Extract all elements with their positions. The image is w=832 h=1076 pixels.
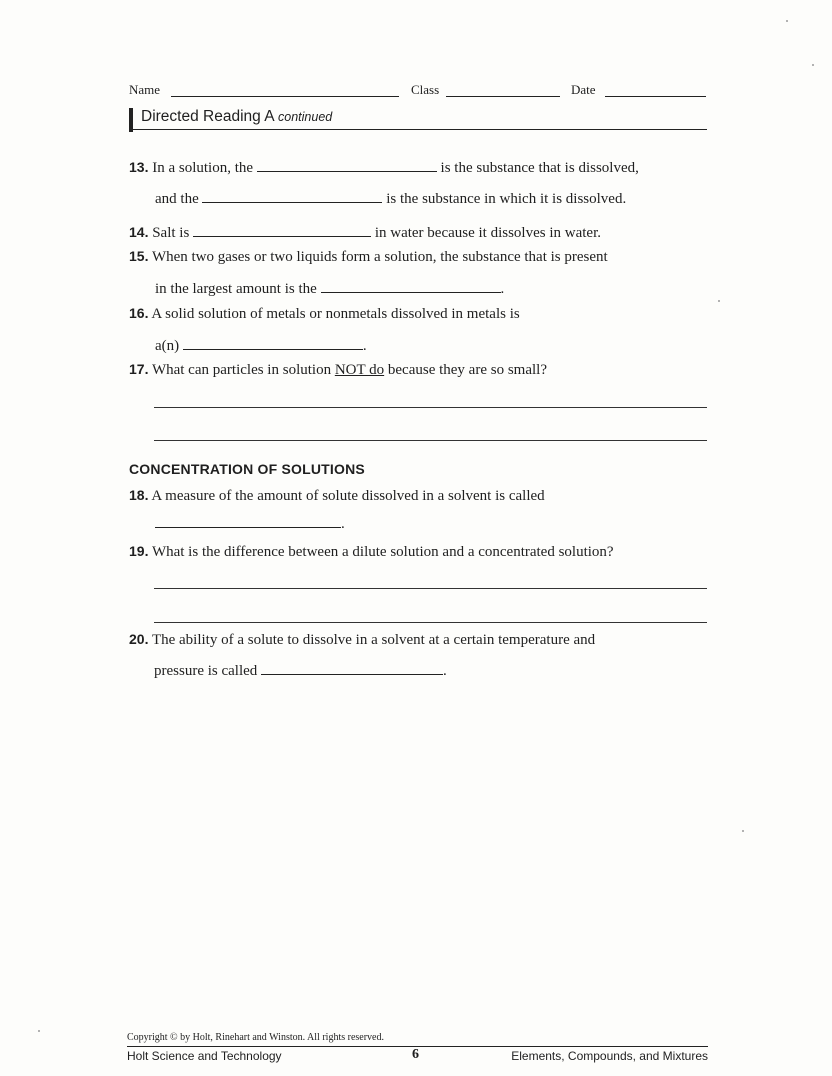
question-number: 13. (129, 159, 149, 175)
question-text: . (362, 338, 367, 354)
page-number: 6 (412, 1047, 419, 1062)
section-rule (129, 129, 707, 130)
question-text: . (500, 281, 505, 297)
name-label: Name (129, 82, 161, 97)
scan-speck (786, 20, 788, 22)
q13-answer-blank-1[interactable] (257, 171, 437, 172)
question-text: What is the difference between a dilute solution and a concentrated solution? (151, 544, 614, 560)
question-19 (129, 542, 614, 561)
question-17 (129, 360, 547, 379)
q18-answer-blank[interactable] (155, 527, 341, 528)
scan-speck (742, 830, 744, 832)
q20-answer-blank[interactable] (261, 674, 443, 675)
question-text: The ability of a solute to dissolve in a solvent at a certain temperature and (151, 632, 596, 648)
question-text: in the largest amount is the (155, 281, 317, 297)
question-text: is the substance that is dissolved, (440, 160, 639, 176)
q17-answer-line-2[interactable] (154, 440, 707, 441)
question-text: pressure is called (154, 663, 258, 679)
section-heading-concentration: CONCENTRATION OF SOLUTIONS (129, 461, 365, 477)
question-15-line1 (129, 247, 608, 266)
q13-answer-blank-2[interactable] (202, 202, 382, 203)
question-text: . (341, 516, 345, 532)
question-15-line2 (155, 280, 504, 298)
class-field[interactable] (446, 96, 560, 97)
question-number: 19. (129, 543, 149, 559)
question-number: 16. (129, 305, 149, 321)
question-number: 15. (129, 248, 149, 264)
question-text: What can particles in solution (151, 362, 332, 378)
date-label: Date (571, 82, 596, 97)
question-text-underlined: NOT do (334, 362, 385, 378)
question-13-line1 (129, 158, 639, 177)
question-text: and the (155, 191, 199, 207)
question-16-line1 (129, 304, 520, 323)
date-field[interactable] (605, 96, 706, 97)
question-13-line2 (155, 190, 626, 208)
scan-speck (718, 300, 720, 302)
question-text: Salt is (152, 225, 190, 241)
scan-speck (38, 1030, 40, 1032)
question-16-line2 (155, 337, 367, 355)
question-18-line2 (155, 515, 345, 533)
section-title-text: Directed Reading A (141, 108, 274, 125)
question-18-line1 (129, 486, 545, 505)
question-text: in water because it dissolves in water. (374, 225, 601, 241)
copyright-notice: Copyright © by Holt, Rinehart and Winston. All rights reserved. (127, 1032, 384, 1043)
question-text: A solid solution of metals or nonmetals dissolved in metals is (151, 306, 520, 322)
q17-answer-line-1[interactable] (154, 407, 707, 408)
question-text: . (443, 663, 447, 679)
footer-book-title: Holt Science and Technology (127, 1049, 282, 1063)
question-number: 17. (129, 361, 149, 377)
q19-answer-line-2[interactable] (154, 622, 707, 623)
question-number: 20. (129, 631, 149, 647)
section-title (141, 108, 332, 126)
q19-answer-line-1[interactable] (154, 588, 707, 589)
question-text: is the substance in which it is dissolved. (386, 191, 627, 207)
question-text: When two gases or two liquids form a solution, the substance that is present (151, 249, 608, 265)
question-number: 18. (129, 487, 149, 503)
section-continued: continued (278, 110, 333, 124)
scan-speck (812, 64, 814, 66)
name-field[interactable] (171, 96, 399, 97)
q16-answer-blank[interactable] (183, 349, 363, 350)
question-20-line1 (129, 630, 595, 649)
question-text: a(n) (155, 338, 180, 354)
class-label: Class (411, 82, 440, 97)
question-14 (129, 223, 601, 242)
q15-answer-blank[interactable] (321, 292, 501, 293)
footer-chapter-title: Elements, Compounds, and Mixtures (511, 1049, 708, 1063)
question-text: because they are so small? (387, 362, 547, 378)
question-number: 14. (129, 224, 149, 240)
question-20-line2 (154, 662, 447, 680)
q14-answer-blank[interactable] (193, 236, 371, 237)
question-text: A measure of the amount of solute dissolved in a solvent is called (151, 488, 545, 504)
question-text: In a solution, the (152, 160, 254, 176)
